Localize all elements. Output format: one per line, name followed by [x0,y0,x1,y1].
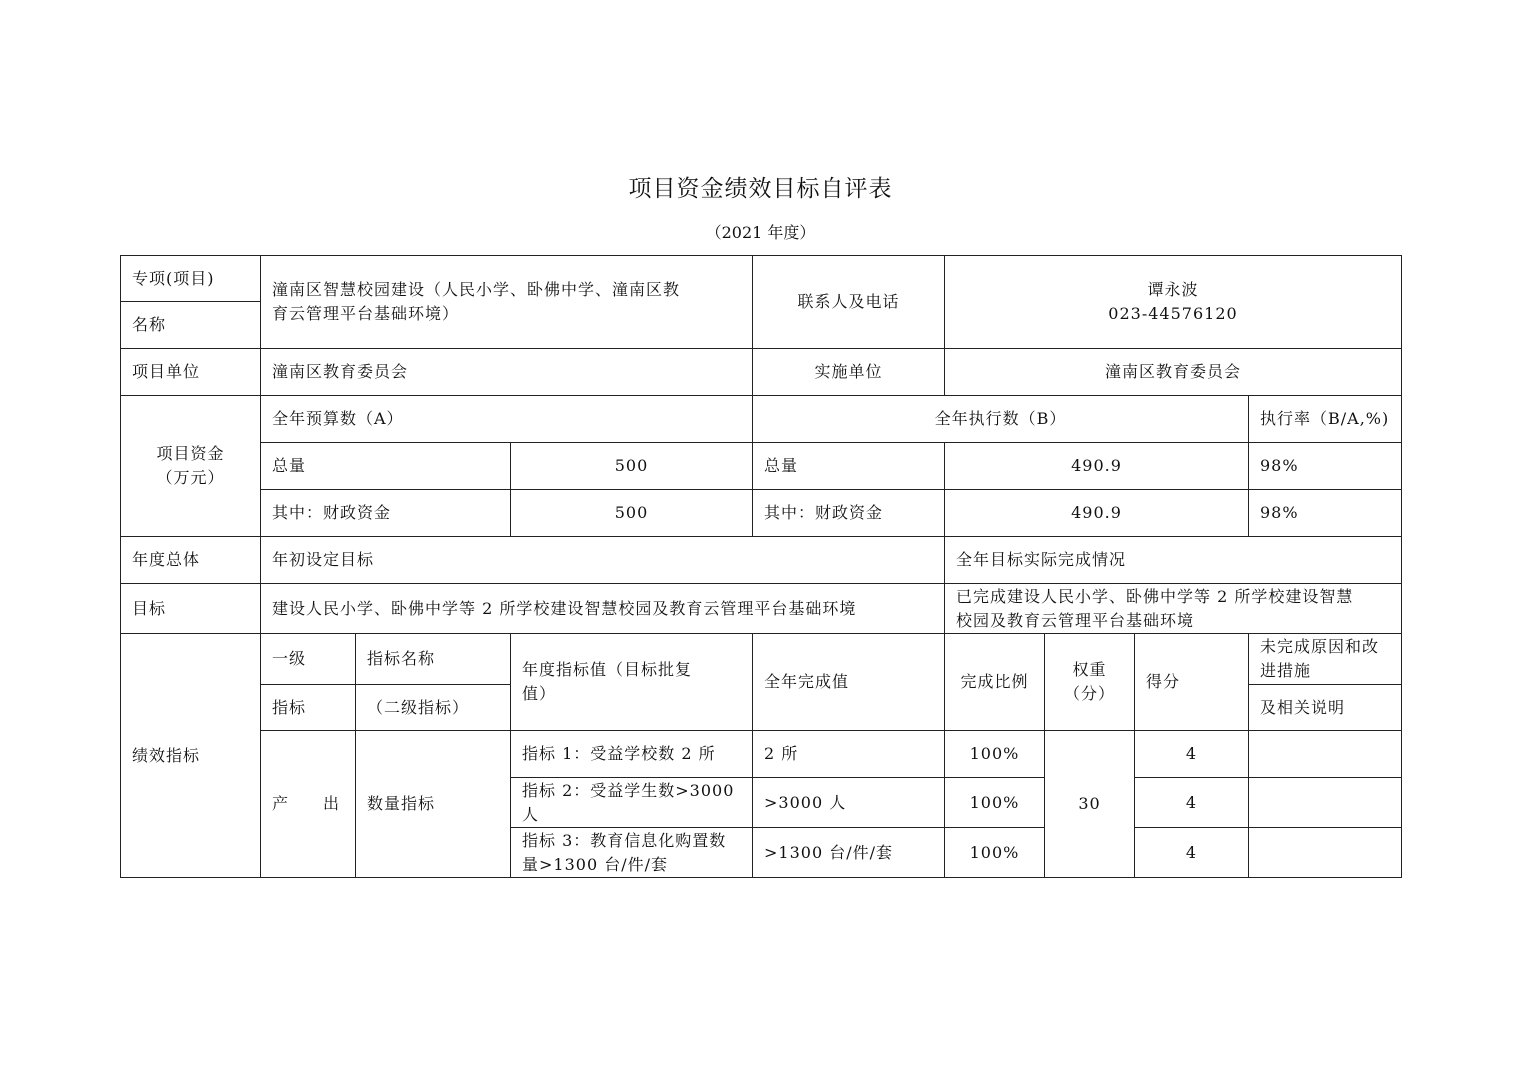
funds-row-fiscal-exec-label: 其中：财政资金 [752,489,945,537]
impl-label: 实施单位 [752,348,945,396]
budget-header: 全年预算数（A） [260,395,753,443]
header-name-a: 指标名称 [355,633,511,685]
exec-header: 全年执行数（B） [752,395,1249,443]
indicator-row-3-reason [1248,827,1402,878]
goal-label-1: 年度总体 [120,536,261,584]
indicator-row-2-target: 指标 2：受益学生数>3000 人 [510,777,753,828]
funds-row-fiscal-rate: 98% [1248,489,1402,537]
header-name-b: （二级指标） [355,684,511,731]
unit-value: 潼南区教育委员会 [260,348,753,396]
indicators-label: 绩效指标 [120,633,261,878]
project-label-2: 名称 [120,301,261,349]
indicator-row-3-ratio: 100% [944,827,1045,878]
header-target: 年度指标值（目标批复 值） [510,633,753,731]
indicator-row-1-ratio: 100% [944,730,1045,778]
header-score: 得分 [1134,633,1249,731]
funds-row-total-rate: 98% [1248,442,1402,490]
indicator-level1: 产 出 [260,730,356,878]
goal-planned: 建设人民小学、卧佛中学等 2 所学校建设智慧校园及教育云管理平台基础环境 [260,583,945,634]
indicator-row-3-actual: >1300 台/件/套 [752,827,945,878]
funds-row-total-exec-label: 总量 [752,442,945,490]
indicator-weight: 30 [1044,730,1135,878]
indicator-row-1-actual: 2 所 [752,730,945,778]
header-reason-b: 及相关说明 [1248,684,1402,731]
header-actual: 全年完成值 [752,633,945,731]
header-reason-a: 未完成原因和改 进措施 [1248,633,1402,685]
indicator-row-1-score: 4 [1134,730,1249,778]
indicator-row-3-target: 指标 3：教育信息化购置数 量>1300 台/件/套 [510,827,753,878]
funds-row-total-label: 总量 [260,442,511,490]
funds-row-total-budget: 500 [510,442,753,490]
goal-planned-header: 年初设定目标 [260,536,945,584]
indicator-level2: 数量指标 [355,730,511,878]
indicator-row-2-actual: >3000 人 [752,777,945,828]
goal-label-2: 目标 [120,583,261,634]
contact-label: 联系人及电话 [752,255,945,349]
funds-row-fiscal-exec: 490.9 [944,489,1249,537]
header-level1-b: 指标 [260,684,356,731]
unit-label: 项目单位 [120,348,261,396]
page-title: 项目资金绩效目标自评表 [628,176,893,202]
header-level1-a: 一级 [260,633,356,685]
indicator-row-1-target: 指标 1：受益学校数 2 所 [510,730,753,778]
funds-row-fiscal-budget: 500 [510,489,753,537]
header-ratio: 完成比例 [944,633,1045,731]
funds-label: 项目资金 （万元） [120,395,261,537]
indicator-row-1-reason [1248,730,1402,778]
project-label-1: 专项(项目) [120,255,261,302]
indicator-row-2-ratio: 100% [944,777,1045,828]
project-name: 潼南区智慧校园建设（人民小学、卧佛中学、潼南区教 育云管理平台基础环境） [260,255,753,349]
contact-value: 谭永波 023-44576120 [944,255,1402,349]
year-subtitle: （2021 年度） [705,223,816,242]
funds-row-total-exec: 490.9 [944,442,1249,490]
impl-value: 潼南区教育委员会 [944,348,1402,396]
goal-actual: 已完成建设人民小学、卧佛中学等 2 所学校建设智慧 校园及教育云管理平台基础环境 [944,583,1402,634]
rate-header: 执行率（B/A,%) [1248,395,1402,443]
header-weight: 权重 （分） [1044,633,1135,731]
indicator-row-3-score: 4 [1134,827,1249,878]
funds-row-fiscal-label: 其中：财政资金 [260,489,511,537]
indicator-row-2-reason [1248,777,1402,828]
indicator-row-2-score: 4 [1134,777,1249,828]
goal-actual-header: 全年目标实际完成情况 [944,536,1402,584]
